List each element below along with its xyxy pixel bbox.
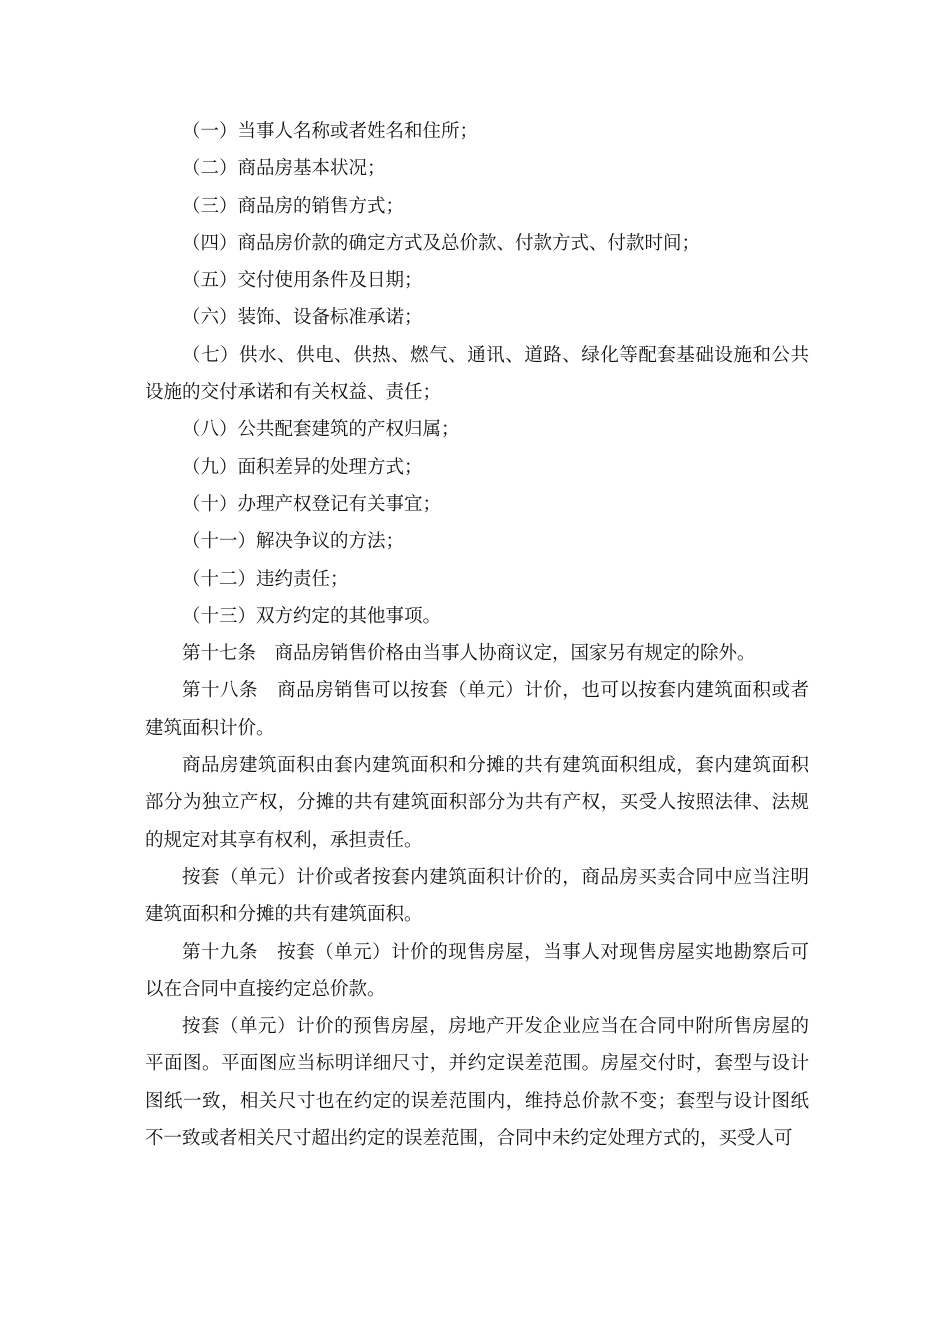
list-item: （三）商品房的销售方式； (182, 195, 405, 217)
list-item: （六）装饰、设备标准承诺； (182, 307, 423, 329)
article-18-paragraph-2: 商品房建筑面积由套内建筑面积和分摊的共有建筑面积组成，套内建筑面积部分为独立产权，分摊的共有建筑面积部分为共有产权，买受人按照法律、法规的规定对其享有权利，承担责任。 (145, 755, 809, 851)
list-item: （一）当事人名称或者姓名和住所； (182, 121, 479, 142)
list-item: （八）公共配套建筑的产权归属； (182, 419, 460, 441)
list-item: （九）面积差异的处理方式； (182, 456, 423, 478)
document-body (145, 113, 809, 1157)
article-19-paragraph-2: 按套（单元）计价的预售房屋，房地产开发企业应当在合同中附所售房屋的平面图。平面图应当标明详细尺寸，并约定误差范围。房屋交付时，套型与设计图纸一致，相关尺寸也在约定的误差范围内，维持总价款不变；套型与设计图纸不一致或者相关尺寸超出约定的误差范围，合同中未约定处理方式的，买受人可 (145, 1016, 809, 1150)
list-item: （十三）双方约定的其他事项。 (182, 605, 442, 627)
list-item: （二）商品房基本状况； (182, 158, 386, 180)
list-item: （十）办理产权登记有关事宜； (182, 493, 442, 515)
article-17: 第十七条 商品房销售价格由当事人协商议定，国家另有规定的除外。 (182, 643, 756, 665)
article-18: 第十八条 商品房销售可以按套（单元）计价，也可以按套内建筑面积或者建筑面积计价。 (145, 680, 809, 739)
list-item: （七）供水、供电、供热、燃气、通讯、道路、绿化等配套基础设施和公共设施的交付承诺和有关权益、责任； (145, 344, 809, 404)
list-item: （十二）违约责任； (182, 568, 349, 590)
list-item: （十一）解决争议的方法； (182, 531, 405, 553)
list-item: （四）商品房价款的确定方式及总价款、付款方式、付款时间； (182, 232, 701, 254)
article-19: 第十九条 按套（单元）计价的现售房屋，当事人对现售房屋实地勘察后可以在合同中直接约定总价款。 (145, 941, 809, 1000)
list-item: （五）交付使用条件及日期； (182, 270, 423, 292)
article-18-paragraph-3: 按套（单元）计价或者按套内建筑面积计价的，商品房买卖合同中应当注明建筑面积和分摊的共有建筑面积。 (145, 866, 809, 926)
